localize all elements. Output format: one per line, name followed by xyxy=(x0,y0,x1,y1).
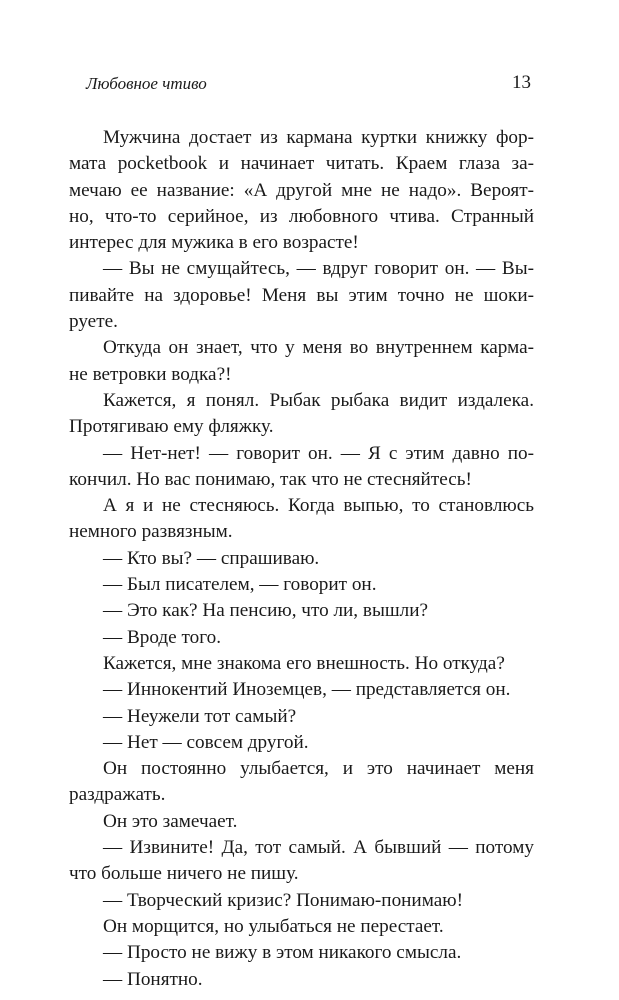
text-line: А я и не стесняюсь. Когда выпью, то становлюсь xyxy=(103,495,534,517)
paragraph xyxy=(86,730,534,756)
text-line: — Нет-нет! — говорит он. — Я с этим давно по- xyxy=(103,442,534,464)
paragraph xyxy=(69,256,534,335)
text-line: — Это как? На пенсию, что ли, вышли? xyxy=(103,600,428,622)
text-line: не ветровки водка?! xyxy=(69,363,232,385)
text-line: руете. xyxy=(69,311,118,333)
text-line: раздражать. xyxy=(69,784,166,806)
paragraph xyxy=(69,835,534,888)
text-line: Он это замечает. xyxy=(103,810,238,832)
text-line: пивайте на здоровье! Меня вы этим точно не шоки- xyxy=(69,284,534,306)
text-line: мата pocketbook и начинает читать. Краем глаза за- xyxy=(69,153,534,175)
text-line: — Извините! Да, тот самый. А бывший — потому xyxy=(103,837,534,859)
text-line: интерес для мужика в его возрасте! xyxy=(69,232,359,254)
text-line: Кажется, я понял. Рыбак рыбака видит издалека. xyxy=(103,389,534,411)
text-line: Кажется, мне знакома его внешность. Но откуда? xyxy=(103,652,505,674)
paragraph xyxy=(86,967,534,993)
paragraph xyxy=(86,546,534,572)
text-line: Откуда он знает, что у меня во внутреннем карма- xyxy=(103,337,534,359)
text-line: немного развязным. xyxy=(69,521,233,543)
text-line: — Был писателем, — говорит он. xyxy=(103,574,377,596)
text-line: — Кто вы? — спрашиваю. xyxy=(103,547,320,569)
paragraph xyxy=(86,677,534,703)
page-number: 13 xyxy=(512,72,531,93)
paragraph xyxy=(86,704,534,730)
paragraph xyxy=(69,125,534,256)
text-line: — Нет — совсем другой. xyxy=(103,731,309,753)
body-text xyxy=(69,125,534,993)
paragraph xyxy=(86,809,534,835)
paragraph xyxy=(86,598,534,624)
text-line: — Иннокентий Иноземцев, — представляется он. xyxy=(103,679,511,701)
text-line: Протягиваю ему фляжку. xyxy=(69,416,274,438)
paragraph xyxy=(69,756,534,809)
paragraph xyxy=(69,493,534,546)
text-line: — Просто не вижу в этом никакого смысла. xyxy=(103,942,462,964)
text-line: — Творческий кризис? Понимаю-понимаю! xyxy=(103,889,463,911)
text-line: Мужчина достает из кармана куртки книжку фор- xyxy=(103,127,534,148)
paragraph xyxy=(86,625,534,651)
paragraph xyxy=(86,940,534,966)
text-line: что больше ничего не пишу. xyxy=(69,863,299,885)
paragraph xyxy=(86,914,534,940)
text-line: — Вы не смущайтесь, — вдруг говорит он. — Вы- xyxy=(103,258,534,280)
paragraph xyxy=(69,335,534,388)
text-line: Он постоянно улыбается, и это начинает меня xyxy=(103,758,534,780)
paragraph xyxy=(86,888,534,914)
text-line: кончил. Но вас понимаю, так что не стесняйтесь! xyxy=(69,468,472,490)
text-line: — Вроде того. xyxy=(103,626,222,648)
text-line: мечаю ее название: «А другой мне не надо». Вероят- xyxy=(69,179,534,201)
paragraph xyxy=(86,572,534,598)
text-line: — Понятно. xyxy=(103,968,203,990)
text-line: — Неужели тот самый? xyxy=(103,705,297,727)
text-line: но, что-то серийное, из любовного чтива. Странный xyxy=(69,205,534,227)
text-line: Он морщится, но улыбаться не перестает. xyxy=(103,915,444,937)
paragraph xyxy=(69,441,534,494)
paragraph xyxy=(69,388,534,441)
paragraph xyxy=(86,651,534,677)
running-title: Любовное чтиво xyxy=(86,74,207,93)
